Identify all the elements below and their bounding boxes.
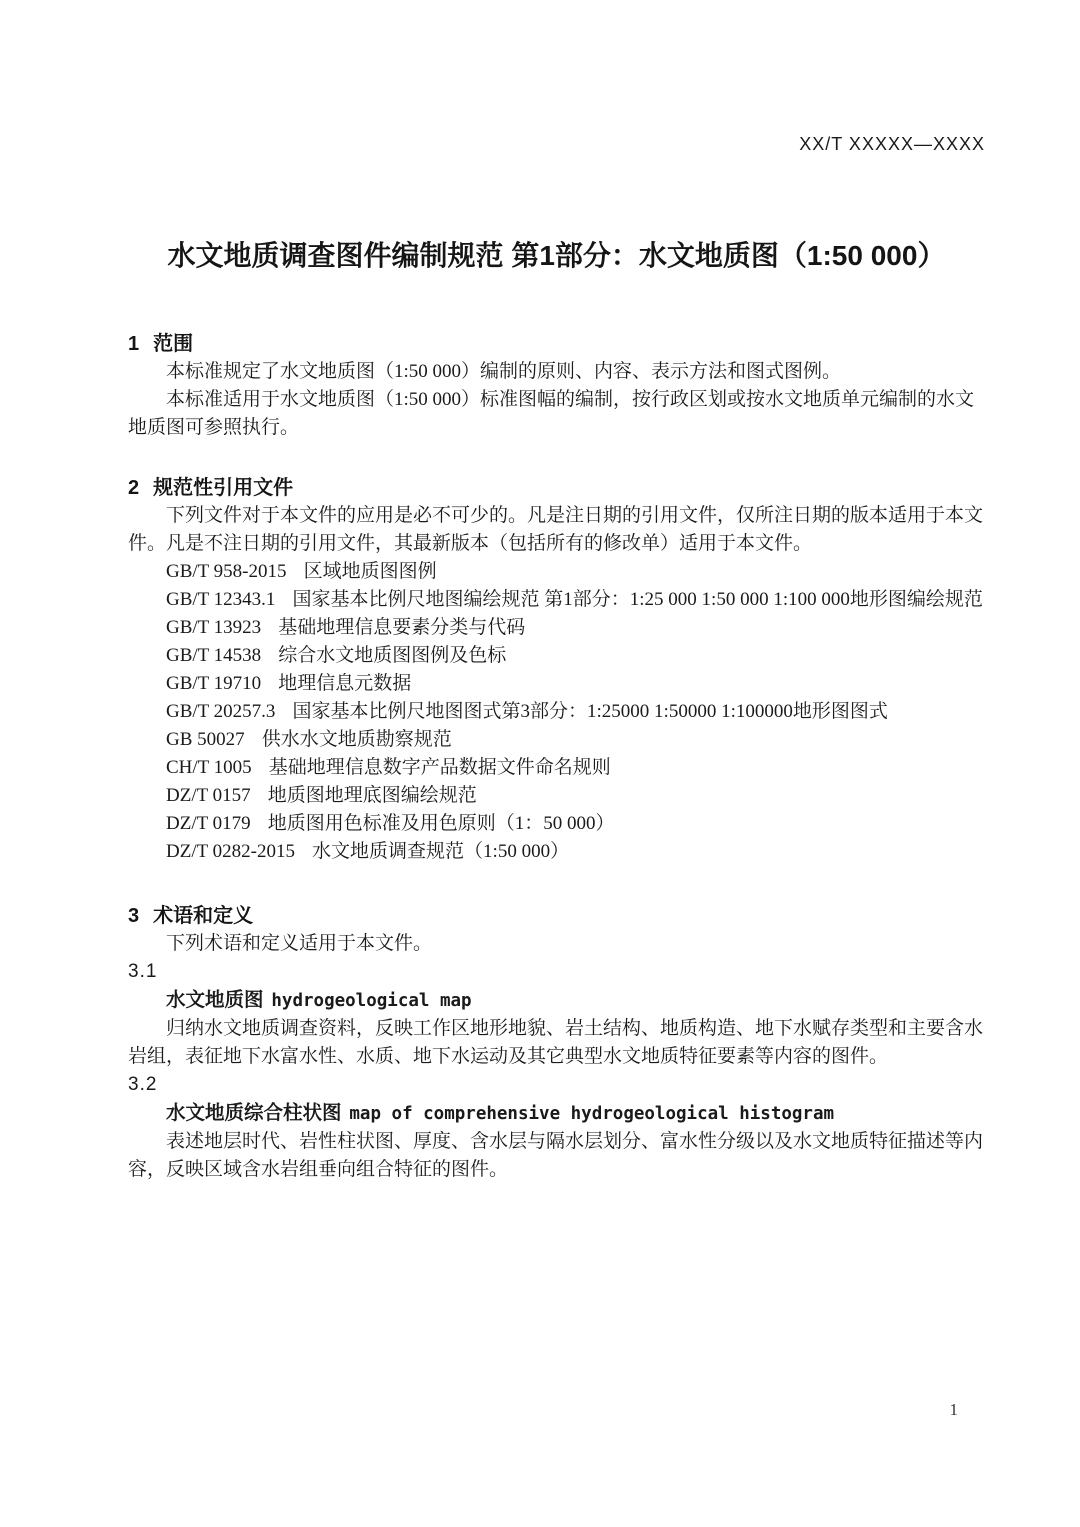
- reference-item: [128, 782, 985, 810]
- reference-title: 地质图地理底图编绘规范: [267, 785, 477, 806]
- reference-title: 地理信息元数据: [278, 673, 412, 694]
- reference-code: GB/T 14538: [166, 645, 262, 666]
- reference-title: 基础地理信息数字产品数据文件命名规则: [268, 757, 611, 778]
- page-number: 1: [949, 1400, 958, 1419]
- reference-code: CH/T 1005: [166, 757, 252, 778]
- term-definition: 表述地层时代、岩性柱状图、厚度、含水层与隔水层划分、富水性分级以及水文地质特征描述等内容，反映区域含水岩组垂向组合特征的图件。: [128, 1131, 984, 1180]
- section-heading-normative-references: [128, 474, 985, 502]
- term-name-en: hydrogeological map: [271, 991, 472, 1011]
- standard-code-header: XX/T XXXXX—XXXX: [799, 134, 985, 154]
- reference-item: [128, 614, 985, 642]
- reference-item: [128, 642, 985, 670]
- reference-code: GB/T 12343.1: [166, 589, 276, 610]
- reference-title: 水文地质调查规范（1:50 000）: [312, 841, 570, 862]
- term-name-cn: 水文地质图: [166, 989, 264, 1011]
- reference-title: 供水水文地质勘察规范: [261, 729, 452, 750]
- reference-title: 地质图用色标准及用色原则（1：50 000）: [267, 813, 615, 834]
- reference-title: 区域地质图图例: [303, 561, 437, 582]
- reference-item: [128, 838, 985, 866]
- section-title: 规范性引用文件: [153, 477, 294, 499]
- terms-intro: 下列术语和定义适用于本文件。: [166, 933, 433, 954]
- reference-code: DZ/T 0157: [166, 785, 251, 806]
- term-number: 3.2: [128, 1074, 158, 1095]
- reference-code: GB/T 13923: [166, 617, 262, 638]
- reference-title: 基础地理信息要素分类与代码: [278, 617, 526, 638]
- reference-code: DZ/T 0282-2015: [166, 841, 295, 862]
- section-title: 范围: [153, 333, 194, 355]
- term-entry: [128, 986, 985, 1015]
- reference-item: [128, 726, 985, 754]
- reference-code: GB/T 20257.3: [166, 701, 276, 722]
- reference-title: 国家基本比例尺地图编绘规范 第1部分：1:25 000 1:50 000 1:100 000地形图编绘规范: [292, 589, 983, 610]
- reference-code: GB/T 19710: [166, 673, 262, 694]
- section-heading-scope: [128, 330, 985, 358]
- reference-title: 综合水文地质图图例及色标: [278, 645, 507, 666]
- reference-item: [128, 754, 985, 782]
- section-number: 2: [128, 477, 140, 499]
- section-heading-terms-definitions: [128, 902, 985, 930]
- section-title: 术语和定义: [153, 905, 254, 927]
- reference-item: [128, 698, 985, 726]
- reference-item: [128, 670, 985, 698]
- scope-paragraph-2: 本标准适用于水文地质图（1:50 000）标准图幅的编制，按行政区划或按水文地质单元编制的水文地质图可参照执行。: [128, 389, 975, 438]
- term-entry: [128, 1099, 985, 1128]
- term-definition: 归纳水文地质调查资料，反映工作区地形地貌、岩土结构、地质构造、地下水赋存类型和主要含水岩组，表征地下水富水性、水质、地下水运动及其它典型水文地质特征要素等内容的图件。: [128, 1018, 984, 1067]
- term-name-en: map of comprehensive hydrogeological histogram: [349, 1104, 835, 1124]
- reference-code: GB 50027: [166, 729, 245, 750]
- reference-item: [128, 586, 985, 614]
- term-number: 3.1: [128, 961, 158, 982]
- reference-code: GB/T 958-2015: [166, 561, 287, 582]
- reference-item: [128, 810, 985, 838]
- section-number: 1: [128, 333, 140, 355]
- reference-title: 国家基本比例尺地图图式第3部分：1:25000 1:50000 1:100000地形图图式: [292, 701, 888, 722]
- reference-code: DZ/T 0179: [166, 813, 251, 834]
- section-number: 3: [128, 905, 140, 927]
- reference-item: [128, 558, 985, 586]
- normative-references-intro: 下列文件对于本文件的应用是必不可少的。凡是注日期的引用文件，仅所注日期的版本适用于本文件。凡是不注日期的引用文件，其最新版本（包括所有的修改单）适用于本文件。: [128, 505, 984, 554]
- term-name-cn: 水文地质综合柱状图: [166, 1102, 342, 1124]
- scope-paragraph-1: 本标准规定了水文地质图（1:50 000）编制的原则、内容、表示方法和图式图例。: [166, 361, 842, 382]
- document-title: 水文地质调查图件编制规范 第1部分：水文地质图（1:50 000）: [167, 240, 946, 271]
